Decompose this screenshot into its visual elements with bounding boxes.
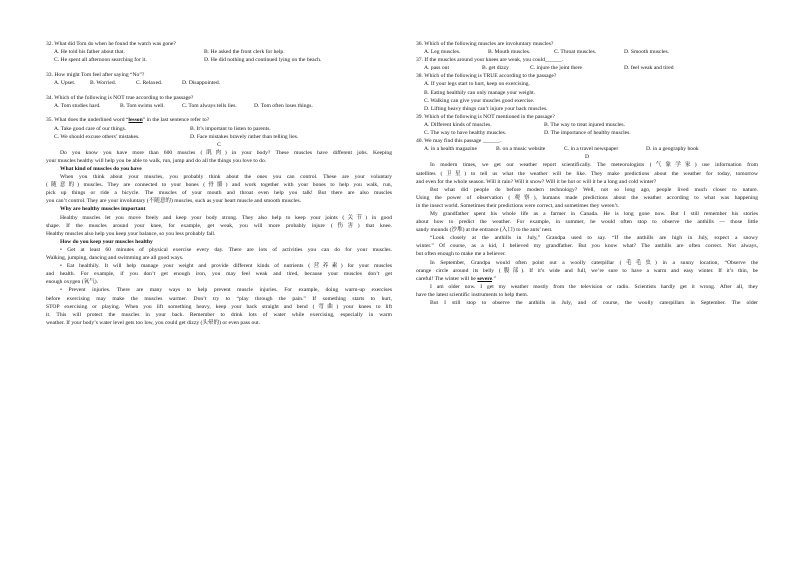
q34-option-b[interactable]: B. Tom swims well. [120, 102, 165, 109]
d-para5-line3-pre: careful! The winter will be [416, 275, 478, 282]
d-para1-line3: and even for the whole season. Will it rain? Will it snow? Will it be hot or will it be a long and cold winter? [416, 178, 657, 185]
c-para2-line4: you can’t control. They are your involuntary (不随意的) muscles, such as your heart muscle and smooth muscles. [46, 198, 302, 205]
q35-underlined-word: lesson [128, 117, 143, 124]
c-para6-line5: weather. If your body’s water level gets too low, you could get dizzy (头晕的) or even pass out. [46, 319, 261, 326]
d-para2-line3: in the insect world. Sometimes their predictions were correct, and sometimes they weren’t. [416, 202, 620, 209]
q32-option-c[interactable]: C. He spent all afternoon searching for it. [54, 57, 147, 64]
q38-option-b[interactable]: B. Eating healthily can only manage your weight. [424, 89, 536, 96]
c-para5-line2: and health. For example, if you don’t get enough iron, you may feel weak and tired, because your muscles don’t get [46, 271, 392, 278]
question-35 [46, 116, 392, 124]
d-para6-line2: have the latest scientific instruments to help them. [416, 291, 529, 298]
q38-option-a[interactable]: A. If your legs start to hurt, keep on exercising. [424, 81, 530, 88]
q34-option-a[interactable]: A. Tom studies hard. [54, 102, 101, 109]
c-para1-line1: Do you know you have more than 600 muscles (肌肉) in your body? These muscles have different jobs. Keeping [60, 149, 392, 156]
q40-option-c[interactable]: C. in a travel newspaper [564, 146, 619, 153]
question-40-options [416, 145, 758, 153]
question-40: 40. We may find this passage ______. [416, 138, 501, 145]
d-underlined-word: severe [477, 275, 493, 282]
q39-option-c[interactable]: C. The way to have healthy muscles. [424, 130, 507, 137]
q35-option-a[interactable]: A. Take good care of our things. [54, 125, 127, 132]
question-32-options-row1 [46, 48, 392, 56]
d-para3-line1: My grandfather spent his whole life as a farmer in Canada. He is long gone now. But I still remember his stories [430, 210, 758, 217]
q36-option-c[interactable]: C. Throat muscles. [554, 49, 597, 56]
section-c-heading: C [217, 141, 221, 148]
d-para5-line1: In September, Grandpa would often point out a woolly caterpillar (毛毛虫) in a sunny location, “Observe the [430, 259, 758, 266]
c-para4-line2: Walking, jumping, dancing and swimming are all good ways. [46, 255, 184, 262]
d-para2-line2: Using the power of observation (观察), humans made predictions about the weather according to what was happening [416, 194, 758, 201]
q35-option-c[interactable]: C. We should excuse others’ mistakes. [54, 133, 140, 140]
d-para3-line2: about how to predict the weather. For example, in summer, he would often stop to observe the anthills — those little [416, 219, 758, 226]
c-para2-line2: (随意的) muscles. They are connected to your bones (骨骼) and work together with your bones to help you walk, run, [46, 182, 392, 189]
q32-option-a[interactable]: A. He told his father about that. [54, 49, 125, 56]
q40-option-a[interactable]: A. in a health magazine [424, 146, 477, 153]
c-para4-line1: • Get at least 60 minutes of physical exercise every day. There are lots of activities you can do for your muscles. [60, 246, 392, 253]
q40-option-d[interactable]: D. in a geography book [646, 146, 699, 153]
q38-option-d[interactable]: D. Lifting heavy things can’t injure your back muscles. [424, 105, 548, 112]
c-para3-line1: Healthy muscles let you move freely and keep your body strong. They also help to keep your joints (关节) in good [60, 214, 392, 221]
right-column [416, 40, 758, 307]
question-39: 39. Which of the following is NOT mentioned in the passage? [416, 113, 555, 120]
q32-option-d[interactable]: D. He did nothing and continued lying on the beach. [204, 57, 322, 64]
q32-option-b[interactable]: B. He asked the front clerk for help. [204, 49, 285, 56]
q40-option-b[interactable]: B. on a music website [496, 146, 546, 153]
c-para2-line3: pick up things or ride a bicycle. The muscles of your mouth and throat even help you talk! But there are also muscles [46, 190, 392, 197]
c-subheading-kinds: What kind of muscles do you have [60, 166, 142, 172]
left-column [46, 40, 392, 327]
q37-option-a[interactable]: A. pass out [424, 65, 450, 72]
q39-option-a[interactable]: A. Different kinds of muscles. [424, 121, 492, 128]
section-d-heading: D [584, 154, 590, 161]
question-39-options-row1 [416, 121, 758, 129]
q37-option-d[interactable]: D. feel weak and tired [624, 65, 674, 72]
question-32-options-row2 [46, 56, 392, 64]
c-para3-line2: shape. If the muscles around your knee, for example, get weak, you will more probably injure (伤害) that knee. [46, 222, 392, 229]
d-para4-line2: winter.” Of course, as a kid, I believed my grandfather. But you know what? The anthills are often correct. Not always, [416, 243, 758, 250]
d-para5-line3-post: .” [492, 275, 496, 282]
q36-option-d[interactable]: D. Smooth muscles. [624, 49, 670, 56]
d-para1-line1: In modern times, we get our weather report scientifically. The meteorologists (气象学家) use information from [430, 162, 758, 169]
c-subheading-keep-healthy: How do you keep your muscles healthy [60, 238, 153, 245]
question-34: 34. Which of the following is NOT true according to the passage? [46, 94, 194, 101]
q33-option-a[interactable]: A. Upset. [54, 79, 76, 86]
d-para5-line2: orange circle around its belly (腹部). If it’s wide and full, we’re sure to have a warm and easy winter. If it’s thin, be [416, 267, 758, 274]
question-39-options-row2 [416, 129, 758, 137]
question-36-options [416, 48, 758, 56]
question-38: 38. Which of the following is TRUE according to the passage? [416, 73, 557, 80]
question-37: 37. If the muscles around your knees are weak, you could______. [416, 57, 564, 64]
q33-option-b[interactable]: B. Worried. [90, 79, 117, 86]
question-35-options-row2 [46, 133, 392, 141]
question-34-options [46, 102, 392, 110]
question-37-options [416, 64, 758, 72]
q38-option-c[interactable]: C. Walking can give your muscles good exercise. [424, 97, 535, 104]
c-para6-line3: STOP exercising or playing. When you lift something heavy, keep your back straight and bend (弯曲) your knees to lift [46, 303, 392, 310]
c-para3-line3: Healthy muscles also help you keep your balance, so you less probably fall. [46, 230, 216, 237]
c-para6-line2: before exercising may make the muscles warmer. Don’t try to “play through the pain.” If something starts to hurt, [46, 295, 392, 302]
q37-option-c[interactable]: C. injure the joint there [530, 65, 583, 72]
c-para2-line1: When you think about your muscles, you probably think about the ones you can control. These are your voluntary [60, 174, 392, 181]
d-para7-line1: But I still stop to observe the anthills in July, and of course, the woolly caterpillars in September. The older [430, 300, 758, 306]
q35-option-b[interactable]: B. It’s important to listen to parents. [190, 125, 271, 132]
q34-option-d[interactable]: D. Tom often loses things. [254, 102, 313, 109]
q33-option-c[interactable]: C. Relaxed. [136, 79, 163, 86]
d-para1-line2: satellites (卫星) to tell us what the weather will be like. They make predictions about the weather for today, tomorrow [416, 170, 758, 177]
question-32: 32. What did Tom do when he found the watch was gone? [46, 41, 176, 47]
d-para5-line3 [416, 275, 758, 283]
question-33: 33. How might Tom feel after saying “No”? [46, 71, 145, 78]
c-para6-line4: it. This will protect the muscles in your back. Remember to drink lots of water while exercising, especially in warm [46, 311, 392, 318]
q34-option-c[interactable]: C. Tom always tells lies. [182, 102, 237, 109]
c-para1-line2: your muscles healthy will help you be able to walk, run, jump and do all the things you love to do. [46, 157, 267, 164]
d-para4-line3: but often enough to make me a believer. [416, 251, 506, 258]
q35-option-d[interactable]: D. Face mistakes bravely rather than telling lies. [190, 133, 299, 140]
q36-option-a[interactable]: A. Leg muscles. [424, 49, 461, 56]
q39-option-d[interactable]: D. The importance of healthy muscles. [544, 130, 631, 137]
d-para4-line1: “Look closely at the anthills in July,” Grandpa used to say. “If the anthills are high in July, expect a snowy [430, 235, 758, 242]
question-36: 36. Which of the following muscles are involuntary muscles? [416, 41, 554, 47]
q33-option-d[interactable]: D. Disappointed. [182, 79, 221, 86]
c-subheading-important: Why are healthy muscles important [60, 206, 146, 213]
question-33-options [46, 79, 392, 87]
d-para2-line1: But what did people do before modern technology? Well, not so long ago, people lived much closer to nature. [430, 186, 758, 193]
q39-option-b[interactable]: B. The way to treat injured muscles. [544, 121, 625, 128]
d-para6-line1: I am older now. I get my weather mostly from the television or radio. Scientists hardly get it wrong. After all, they [430, 283, 758, 290]
c-para6-line1: • Prevent injuries. There are many ways to help prevent muscle injuries. For example, doing warm-up exercises [60, 287, 392, 294]
d-para3-line3: sandy mounds (沙堆) at the entrance (入口) to the ants’ nest. [416, 227, 553, 234]
question-35-options-row1 [46, 125, 392, 133]
q37-option-b[interactable]: B. get dizzy [482, 65, 509, 72]
q35-text-post: ” in the last sentence refer to? [142, 117, 210, 124]
c-para5-line3: enough oxygen (氧气). [46, 279, 99, 286]
c-para5-line1: • Eat healthily. It will help manage your weight and provide different kinds of nutrients (营养素) for your muscles [60, 263, 392, 270]
q35-text-pre: 35. What does the underlined word “ [46, 117, 129, 124]
q36-option-b[interactable]: B. Mouth muscles. [488, 49, 531, 56]
